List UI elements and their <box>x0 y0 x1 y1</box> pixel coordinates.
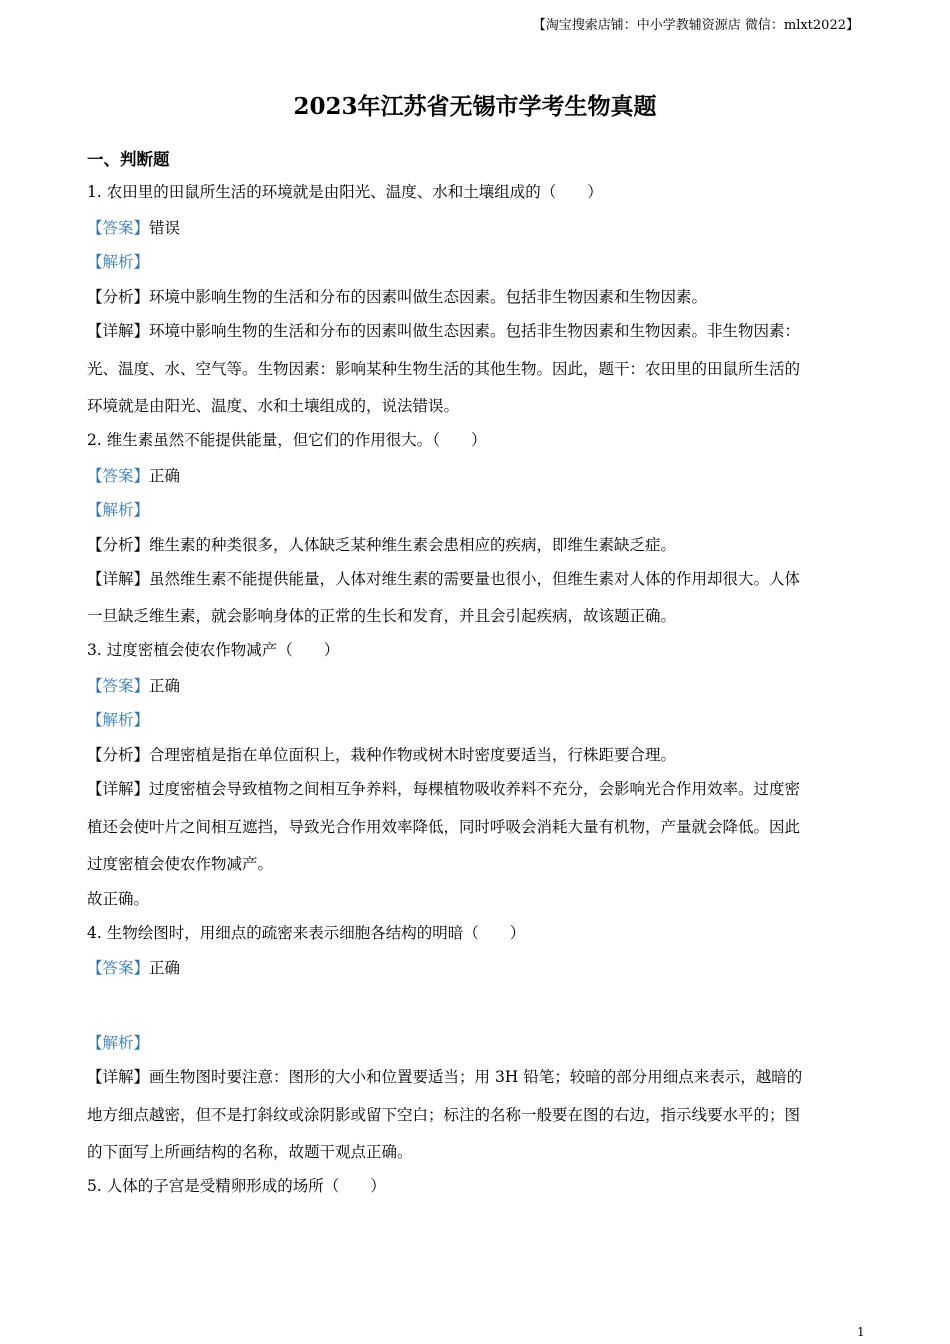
question-stem: 5. 人体的子宫是受精卵形成的场所（ ） <box>87 1177 386 1195</box>
detail-text: 画生物图时要注意：图形的大小和位置要适当；用 3H 铅笔；较暗的部分用细点来表示，越暗的 <box>149 1068 803 1086</box>
question-stem: 4. 生物绘图时，用细点的疏密来表示细胞各结构的明暗（ ） <box>87 924 526 942</box>
explanation-label: 【解析】 <box>87 501 150 519</box>
analysis-label: 【分析】 <box>87 288 150 306</box>
detail-line <box>87 1067 859 1087</box>
explanation-line <box>87 252 859 272</box>
detail-label: 【详解】 <box>87 322 150 340</box>
analysis-text: 维生素的种类很多，人体缺乏某种维生素会患相应的疾病，即维生素缺乏症。 <box>149 536 677 554</box>
detail-line <box>87 569 859 589</box>
header-note: 【淘宝搜索店铺：中小学教辅资源店 微信：mlxt2022】 <box>532 18 859 33</box>
detail-text: 虽然维生素不能提供能量，人体对维生素的需要量也很小，但维生素对人体的作用却很大。人体 <box>149 570 801 588</box>
section-heading: 一、判断题 <box>87 150 170 169</box>
analysis-text: 合理密植是指在单位面积上，栽种作物或树木时密度要适当，行株距要合理。 <box>149 746 677 764</box>
answer-line <box>87 466 859 486</box>
answer-line <box>87 676 859 696</box>
answer-label: 【答案】 <box>87 959 150 977</box>
detail-text: 环境就是由阳光、温度、水和土壤组成的，说法错误。 <box>87 397 460 415</box>
analysis-line <box>87 745 859 765</box>
answer-label: 【答案】 <box>87 219 150 237</box>
detail-text: 一旦缺乏维生素，就会影响身体的正常的生长和发育，并且会引起疾病，故该题正确。 <box>87 607 677 625</box>
answer-label: 【答案】 <box>87 467 150 485</box>
answer-value: 正确 <box>149 467 181 485</box>
answer-value: 错误 <box>149 219 181 237</box>
detail-text: 环境中影响生物的生活和分布的因素叫做生态因素。包括非生物因素和生物因素。非生物因素： <box>149 322 801 340</box>
detail-text: 地方细点越密，但不是打斜纹或涂阴影或留下空白；标注的名称一般要在图的右边，指示线要水平的；图 <box>87 1106 801 1124</box>
detail-text: 过度密植会使农作物减产。 <box>87 855 274 873</box>
analysis-text: 环境中影响生物的生活和分布的因素叫做生态因素。包括非生物因素和生物因素。 <box>149 288 708 306</box>
answer-value: 正确 <box>149 959 181 977</box>
detail-text: 故正确。 <box>87 890 150 908</box>
answer-value: 正确 <box>149 677 181 695</box>
explanation-label: 【解析】 <box>87 711 150 729</box>
question-stem: 1. 农田里的田鼠所生活的环境就是由阳光、温度、水和土壤组成的（ ） <box>87 183 603 201</box>
analysis-label: 【分析】 <box>87 746 150 764</box>
page-number: 1 <box>857 1325 865 1339</box>
explanation-line <box>87 1033 859 1053</box>
page-title: 2023年江苏省无锡市学考生物真题 <box>293 93 657 120</box>
explanation-line <box>87 710 859 730</box>
answer-line <box>87 958 859 978</box>
detail-label: 【详解】 <box>87 1068 150 1086</box>
detail-label: 【详解】 <box>87 780 150 798</box>
answer-label: 【答案】 <box>87 677 150 695</box>
detail-line <box>87 321 859 341</box>
analysis-line <box>87 535 859 555</box>
detail-text: 过度密植会导致植物之间相互争养料，每棵植物吸收养料不充分，会影响光合作用效率。过度密 <box>149 780 801 798</box>
explanation-label: 【解析】 <box>87 1034 150 1052</box>
detail-text: 光、温度、水、空气等。生物因素：影响某种生物生活的其他生物。因此，题干：农田里的田鼠所生活的 <box>87 360 801 378</box>
answer-line <box>87 218 859 238</box>
explanation-label: 【解析】 <box>87 253 150 271</box>
detail-line <box>87 779 859 799</box>
question-stem: 3. 过度密植会使农作物减产（ ） <box>87 641 340 659</box>
detail-text: 的下面写上所画结构的名称，故题干观点正确。 <box>87 1143 413 1161</box>
explanation-line <box>87 500 859 520</box>
detail-label: 【详解】 <box>87 570 150 588</box>
detail-text: 植还会使叶片之间相互遮挡，导致光合作用效率降低，同时呼吸会消耗大量有机物，产量就会降低。因此 <box>87 818 801 836</box>
question-stem: 2. 维生素虽然不能提供能量，但它们的作用很大。（ ） <box>87 431 487 449</box>
analysis-line <box>87 287 859 307</box>
analysis-label: 【分析】 <box>87 536 150 554</box>
